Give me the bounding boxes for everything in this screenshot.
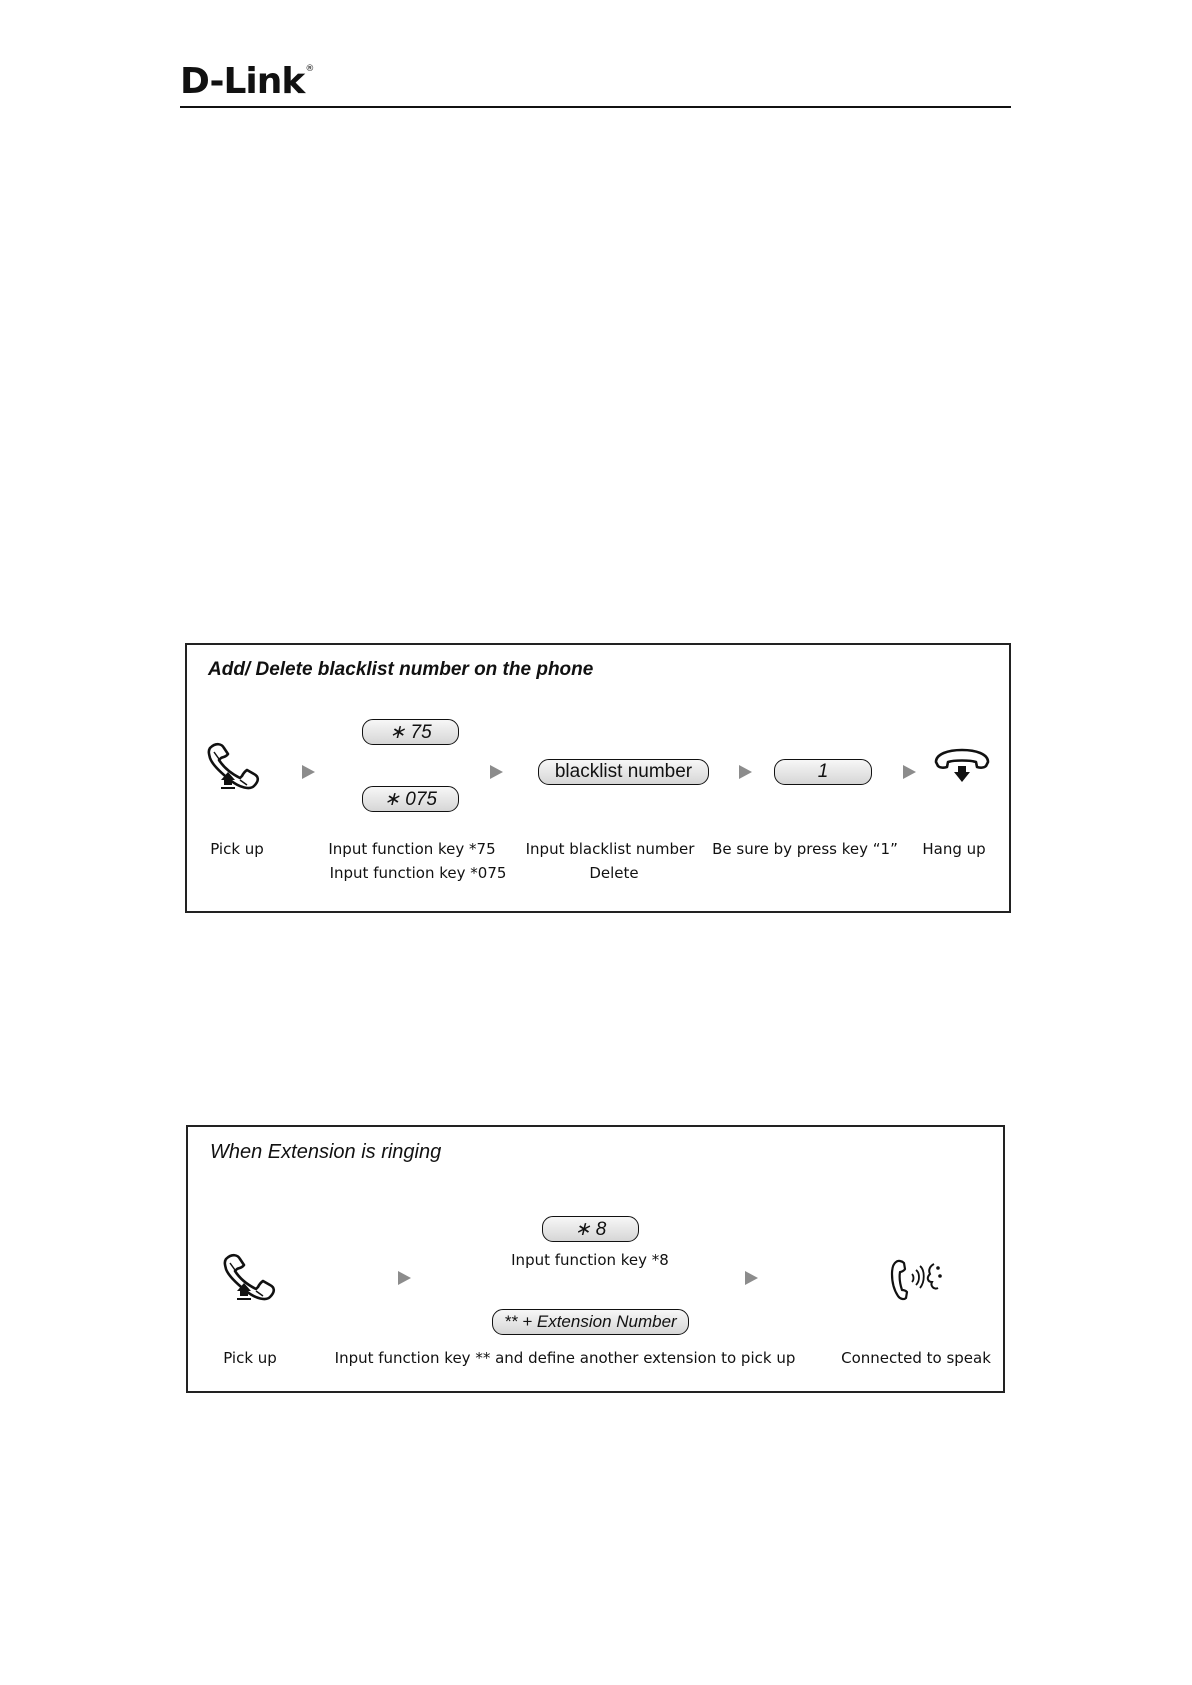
key-blacklist-number: blacklist number [538,759,709,785]
key-star075: ∗ 075 [362,786,459,812]
caption-pick-up: Pick up [210,840,264,858]
extension-pickup-panel-title: When Extension is ringing [210,1141,442,1163]
key-extension-number: ** + Extension Number [492,1309,689,1335]
caption-confirm: Be sure by press key “1” [712,840,898,858]
caption-extension-pickup: Input function key ** and define another extension to pick up [334,1349,796,1367]
step-arrow [745,1271,758,1285]
registered-mark: ® [305,64,314,74]
caption-function-key-075: Input function key *075 [329,864,507,882]
caption-function-key-8: Input function key *8 [511,1251,669,1269]
caption-pick-up-2: Pick up [223,1349,277,1367]
header-rule [180,106,1011,108]
handset-hang-up-icon [932,748,992,788]
caption-function-key-75: Input function key *75 [328,840,496,858]
step-arrow [739,765,752,779]
step-arrow [302,765,315,779]
key-confirm-1: 1 [774,759,872,785]
handset-speaking-icon [890,1258,946,1302]
dlink-logo [180,62,313,111]
blacklist-panel-title: Add/ Delete blacklist number on the phone [208,659,594,680]
key-star8: ∗ 8 [542,1216,639,1242]
key-star75: ∗ 75 [362,719,459,745]
caption-blacklist-input: Input blacklist number [525,840,695,858]
step-arrow [903,765,916,779]
step-arrow [398,1271,411,1285]
handset-pick-up-icon [206,742,266,790]
caption-connected: Connected to speak [841,1349,991,1367]
logo-text: D-Link [180,61,305,102]
handset-pick-up-icon [222,1253,282,1301]
caption-hang-up: Hang up [922,840,986,858]
caption-blacklist-delete: Delete [589,864,639,882]
step-arrow [490,765,503,779]
